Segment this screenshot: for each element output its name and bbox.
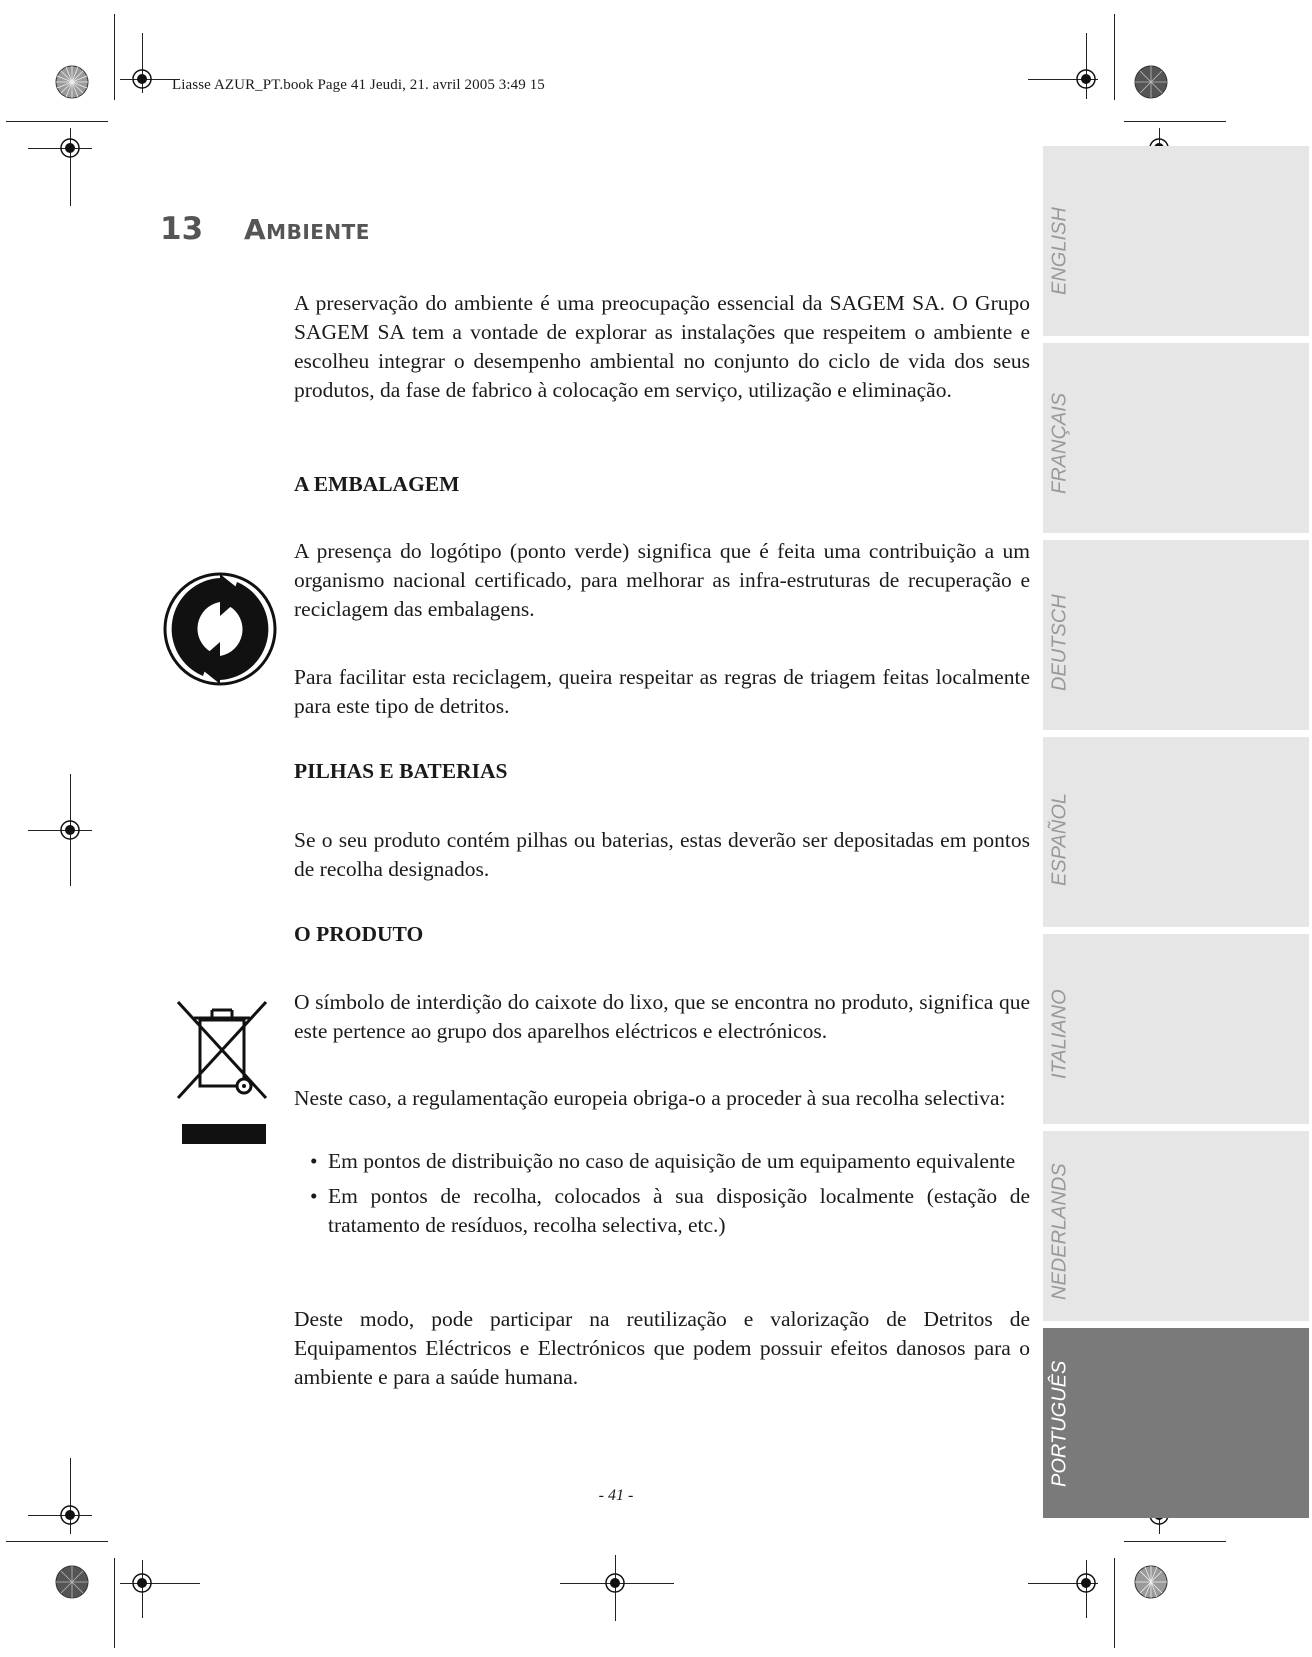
tab-espanol-bg bbox=[1043, 737, 1309, 927]
packaging-paragraph-2: Para facilitar esta reciclagem, queira respeitar as regras de triagem feitas localmente para este tipo de detritos. bbox=[294, 665, 1030, 718]
intro-paragraph: A preservação do ambiente é uma preocupação essencial da SAGEM SA. O Grupo SAGEM SA tem a vontade de explorar as instalações que respeitem o ambiente e escolheu integrar o desempenho ambiental no conjunto do ciclo de vida dos seus produtos, da fase de fabrico à colocação em serviço, utilização e eliminação. bbox=[294, 291, 1030, 402]
tab-nederlands-bg bbox=[1043, 1131, 1309, 1321]
chapter-number: 13 bbox=[160, 211, 204, 247]
registration-mark-icon bbox=[54, 1499, 86, 1531]
list-item: • Em pontos de distribuição no caso de aquisição de um equipamento equivalente bbox=[294, 1147, 1030, 1176]
page-number: - 41 - bbox=[598, 1487, 634, 1504]
tab-portugues-bg bbox=[1043, 1328, 1309, 1518]
section-heading-packaging: A EMBALAGEM bbox=[294, 472, 460, 496]
registration-disc-icon bbox=[1134, 1565, 1168, 1599]
registration-disc-icon bbox=[55, 1565, 89, 1599]
product-bullet-list bbox=[294, 1147, 1030, 1246]
green-dot-recycling-icon bbox=[163, 572, 277, 686]
registration-mark-icon bbox=[54, 814, 86, 846]
tab-nederlands[interactable]: NEDERLANDS bbox=[1048, 1163, 1071, 1300]
list-item: • Em pontos de recolha, colocados à sua disposição localmente (estação de tratamento de resíduos, recolha selectiva, etc.) bbox=[294, 1182, 1030, 1240]
registration-disc-icon bbox=[55, 65, 89, 99]
tab-italiano[interactable]: ITALIANO bbox=[1048, 989, 1071, 1079]
registration-mark-icon bbox=[126, 1567, 158, 1599]
chapter-title: Ambiente bbox=[244, 213, 370, 246]
packaging-paragraph-1: A presença do logótipo (ponto verde) significa que é feita uma contribuição a um organismo nacional certificado, para melhorar as infra-estruturas de recuperação e reciclagem das embalagens. bbox=[294, 539, 1030, 621]
registration-mark-icon bbox=[54, 132, 86, 164]
product-paragraph-2: Neste caso, a regulamentação europeia obriga-o a proceder à sua recolha selectiva: bbox=[294, 1086, 1006, 1110]
registration-mark-icon bbox=[126, 63, 158, 95]
registration-mark-icon bbox=[599, 1567, 631, 1599]
tab-espanol[interactable]: ESPAÑOL bbox=[1048, 793, 1071, 886]
crossed-out-bin-icon bbox=[170, 998, 276, 1146]
section-heading-batteries: PILHAS E BATERIAS bbox=[294, 759, 508, 783]
tab-francais-bg bbox=[1043, 343, 1309, 533]
batteries-paragraph: Se o seu produto contém pilhas ou baterias, estas deverão ser depositadas em pontos de recolha designados. bbox=[294, 828, 1030, 881]
tab-francais[interactable]: FRANÇAIS bbox=[1048, 392, 1071, 494]
tab-deutsch-bg bbox=[1043, 540, 1309, 730]
print-header: Liasse AZUR_PT.book Page 41 Jeudi, 21. avril 2005 3:49 15 bbox=[172, 77, 545, 93]
tab-english[interactable]: ENGLISH bbox=[1048, 207, 1071, 295]
section-heading-product: O PRODUTO bbox=[294, 922, 424, 946]
tab-italiano-bg bbox=[1043, 934, 1309, 1124]
registration-disc-icon bbox=[1134, 65, 1168, 99]
product-paragraph-3: Deste modo, pode participar na reutilização e valorização de Detritos de Equipamentos Eléctricos e Electrónicos que podem possuir efeitos danosos para o ambiente e para a saúde humana. bbox=[294, 1307, 1030, 1389]
registration-mark-icon bbox=[1070, 1567, 1102, 1599]
tab-deutsch[interactable]: DEUTSCH bbox=[1048, 594, 1071, 691]
registration-mark-icon bbox=[1070, 63, 1102, 95]
tab-english-bg bbox=[1043, 146, 1309, 336]
product-paragraph-1: O símbolo de interdição do caixote do lixo, que se encontra no produto, significa que este pertence ao grupo dos aparelhos eléctricos e electrónicos. bbox=[294, 990, 1030, 1043]
tab-portugues[interactable]: PORTUGUÊS bbox=[1048, 1360, 1071, 1487]
